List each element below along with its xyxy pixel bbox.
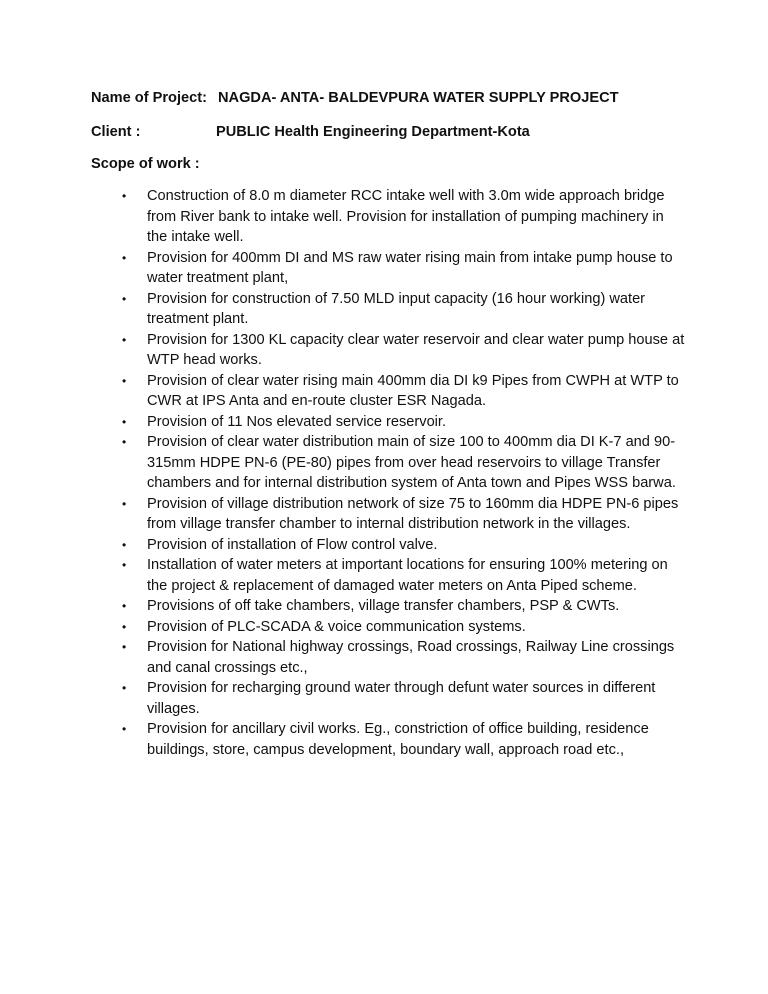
list-item [122, 494, 687, 535]
scope-label: Scope of work : [91, 156, 200, 172]
bullet-icon: • [122, 373, 127, 388]
project-name-row [91, 88, 619, 108]
list-item [122, 617, 687, 638]
list-item-text: Provision of installation of Flow control valve. [147, 536, 438, 553]
list-item [122, 555, 687, 596]
list-item [122, 432, 687, 494]
bullet-icon: • [122, 189, 127, 203]
list-item [122, 535, 687, 556]
bullet-icon: • [122, 250, 127, 265]
project-value: NAGDA- ANTA- BALDEVPURA WATER SUPPLY PROJECT [218, 90, 619, 106]
scope-heading [91, 154, 200, 174]
list-item-text: Provisions of off take chambers, village transfer chambers, PSP & CWTs. [147, 598, 620, 614]
list-item [122, 637, 687, 678]
project-label: Name of Project: [91, 90, 207, 106]
client-value: PUBLIC Health Engineering Department-Kota [216, 124, 530, 140]
list-item-text: Installation of water meters at important locations for ensuring 100% metering on the project & replacement of damaged water meters on Anta Piped scheme. [147, 557, 668, 594]
list-item-text: Provision of 11 Nos elevated service reservoir. [147, 413, 447, 430]
bullet-icon: • [122, 640, 127, 654]
list-item-text: Provision for 1300 KL capacity clear water reservoir and clear water pump house at WTP head works. [147, 331, 685, 368]
bullet-icon: • [122, 435, 127, 449]
list-item-text: Provision for National highway crossings, Road crossings, Railway Line crossings and canal crossings etc., [147, 639, 675, 676]
list-item-text: Provision of PLC-SCADA & voice communication systems. [147, 618, 526, 635]
bullet-icon: • [122, 537, 127, 552]
scope-list [122, 186, 687, 760]
bullet-icon: • [122, 619, 127, 634]
list-item-text: Provision for 400mm DI and MS raw water rising main from intake pump house to water treatment plant, [147, 249, 673, 286]
list-item-text: Provision of clear water distribution main of size 100 to 400mm dia DI K-7 and 90-315mm HDPE PN-6 (PE-80) pipes from over head reservoirs to village Transfer chambers and for internal distribution system of Anta town and Pipes WSS barwa. [147, 434, 676, 491]
client-row [91, 122, 530, 142]
bullet-icon: • [122, 414, 127, 429]
list-item-text: Provision for ancillary civil works. Eg., constriction of office building, residence buildings, store, campus development, boundary wall, approach road etc., [147, 721, 649, 758]
list-item [122, 719, 687, 760]
list-item [122, 248, 687, 289]
bullet-icon: • [122, 558, 127, 572]
list-item-text: Provision of village distribution network of size 75 to 160mm dia HDPE PN-6 pipes from village transfer chamber to internal distribution network in the villages. [147, 495, 679, 532]
list-item-text: Provision for recharging ground water through defunt water sources in different villages. [147, 680, 656, 717]
bullet-icon: • [122, 681, 127, 695]
bullet-icon: • [122, 599, 127, 613]
bullet-icon: • [122, 496, 127, 511]
list-item [122, 678, 687, 719]
list-item-text: Construction of 8.0 m diameter RCC intake well with 3.0m wide approach bridge from River bank to intake well. Provision for installation of pumping machinery in the intake well. [147, 188, 665, 245]
list-item [122, 596, 687, 617]
list-item-text: Provision for construction of 7.50 MLD input capacity (16 hour working) water treatment plant. [147, 290, 646, 327]
list-item-text: Provision of clear water rising main 400mm dia DI k9 Pipes from CWPH at WTP to CWR at IPS Anta and en-route cluster ESR Nagada. [147, 372, 679, 409]
list-item [122, 330, 687, 371]
client-label: Client : [91, 124, 141, 140]
bullet-icon: • [122, 291, 127, 306]
list-item [122, 289, 687, 330]
bullet-icon: • [122, 332, 127, 347]
list-item [122, 412, 687, 433]
bullet-icon: • [122, 722, 127, 736]
list-item [122, 186, 687, 248]
list-item [122, 371, 687, 412]
